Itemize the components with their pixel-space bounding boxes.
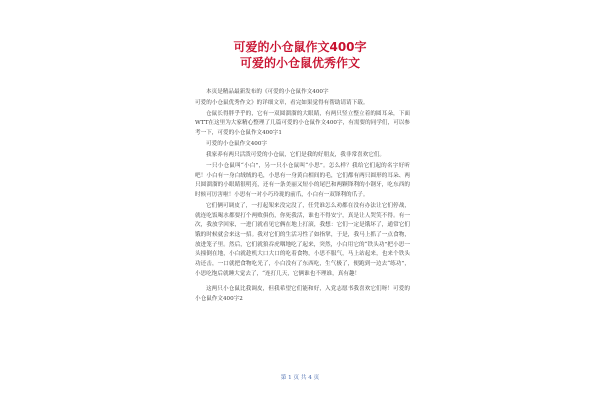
paragraph-intro-1: 本页是精品最新发布的《可爱的小仓鼠作文400字 <box>206 89 329 95</box>
page-number: 第 1 页 共 4 页 <box>280 375 320 381</box>
paragraph-summary: 仓鼠长得胖乎乎的，它有一双圆溜溜的大眼睛，有两只竖立整立着的圆耳朵，下面WTT在这里为大家精心整理了几篇可爱的小仓鼠作文400字，有需要的同学们，可以参考一下，可爱的小仓鼠作文400字1 <box>195 110 410 137</box>
paragraph-3: 它们俩可调皮了，一打起架来没完没了，任凭谁怎么劝都在没有办法让它们停战，就连吃饭喝水都要打个两败俱伤，你死我活，谁也不得安宁，真是让人哭笑不得。有一次，我放学回家，一进门就看见它俩在地上打滚，我想：它们一定是饿坏了，通常它们饿的时候就会来这一招。我对它们的生活习性了如指掌，于是，我马上抓了一点食物，放进笼子里。然后，它们就狼吞虎咽地吃了起来，突然，小白用它的“铁头功”把小思一头撞倒在地，小白就趁机大口大口的吃着食物，小思不服气，马上站起来，也来个铁头功还击，一口就把食物吃光了，小白没有了东西吃，生气极了，便跑到一边去“练功”，小思吃饱后就睡大觉去了，“连打几天，它俩谁也不理谁，真有趣！ <box>195 202 410 277</box>
paragraph-1: 我家养有两只活泼可爱的小仓鼠，它们是我的好朋友，我非常喜欢它们。 <box>206 151 386 158</box>
paragraph-2: 一只小仓鼠叫“小白”，另一只小仓鼠叫“小思”。怎么样？我给它们起的名字好听吧！小白有一身白绒绒的毛，小思有一身黄白相间的毛，它们都有两只圆形的耳朵、两只圆溜溜的小眼睛很明亮，还有一条美丽又短小的尾巴和两颗锋利的小钢牙，吃东西的时候可厉害啦！小思有一对小巧玲珑的前爪，小白有一双锋利的爪子。 <box>195 162 410 198</box>
document-subtitle: 可爱的小仓鼠优秀作文 <box>239 56 360 70</box>
paragraph-4: 这两只小仓鼠比我调皮，但我希望它们能和好，入党志愿书我喜欢它们呀！可爱的小仓鼠作文400字2 <box>195 286 410 303</box>
document-title: 可爱的小仓鼠作文400字 <box>233 40 367 54</box>
article-body <box>195 88 410 306</box>
section-heading: 可爱的小仓鼠作文400字 <box>206 141 268 148</box>
paragraph-intro-2: 可爱的小仓鼠优秀作文》的详细文章，看完如果觉得有帮助请请下载。 <box>195 99 369 106</box>
